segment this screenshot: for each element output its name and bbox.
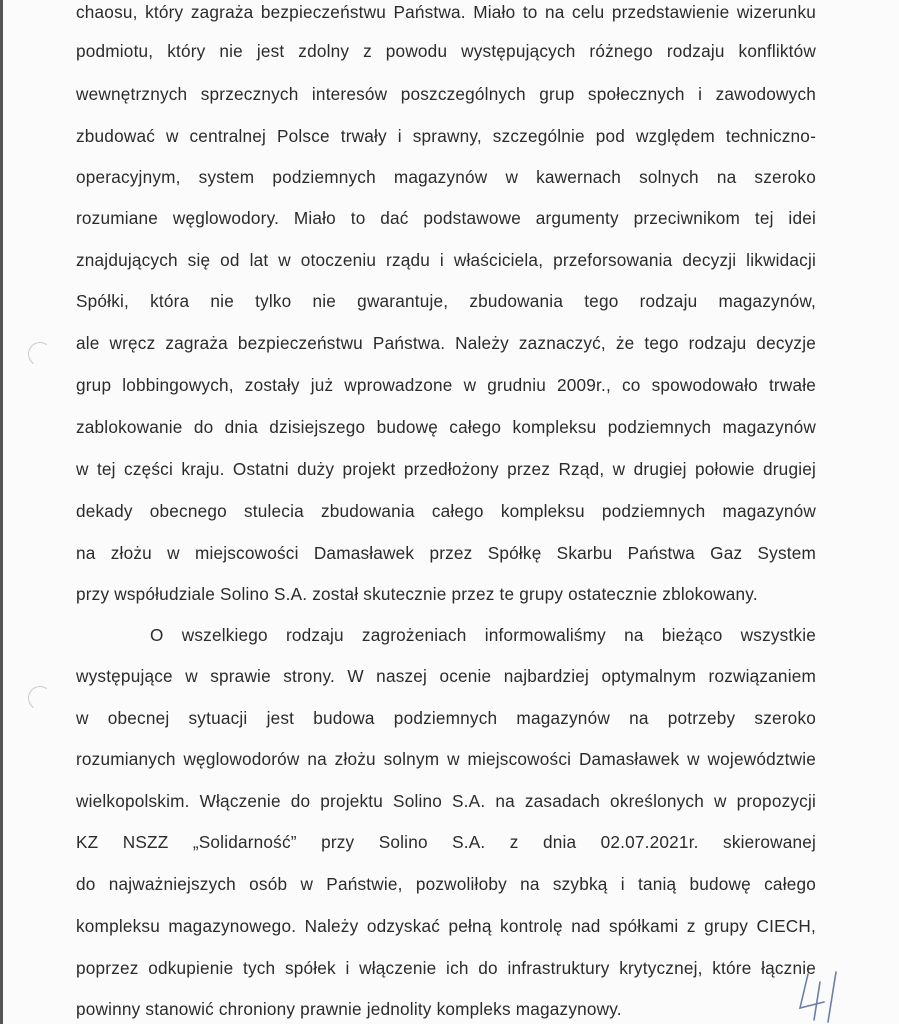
punch-hole-mark [26, 340, 54, 368]
text-line: kompleksu magazynowego. Należy odzyskać pełną kontrolę nad spółkami z grupy CIECH, [76, 916, 816, 936]
text-line: do najważniejszych osób w Państwie, pozwoliłoby na szybką i tanią budowę całego [76, 874, 816, 894]
text-line: zbudować w centralnej Polsce trwały i sprawny, szczególnie pod względem techniczno- [76, 126, 816, 146]
text-line: grup lobbingowych, zostały już wprowadzone w grudniu 2009r., co spowodowało trwałe [76, 375, 816, 395]
text-line: operacyjnym, system podziemnych magazynów w kawernach solnych na szeroko [76, 167, 816, 187]
text-line: chaosu, który zagraża bezpieczeństwu Państwa. Miało to na celu przedstawienie wizerunku [76, 2, 816, 22]
text-line: w tej części kraju. Ostatni duży projekt przedłożony przez Rząd, w drugiej połowie drugiej [76, 459, 816, 479]
text-line: rozumianych węglowodorów na złożu solnym w miejscowości Damasławek w województwie [76, 749, 816, 769]
text-line: KZ NSZZ „Solidarność” przy Solino S.A. z dnia 02.07.2021r. skierowanej [76, 832, 816, 852]
text-line: ale wręcz zagraża bezpieczeństwu Państwa. Należy zaznaczyć, że tego rodzaju decyzje [76, 333, 816, 353]
text-line: w obecnej sytuacji jest budowa podziemnych magazynów na potrzeby szeroko [76, 708, 816, 728]
text-line: podmiotu, który nie jest zdolny z powodu występujących różnego rodzaju konfliktów [76, 41, 816, 61]
text-line: rozumiane węglowodory. Miało to dać podstawowe argumenty przeciwnikom tej idei [76, 208, 816, 228]
handwritten-initial-mark [790, 968, 850, 1024]
text-line: poprzez odkupienie tych spółek i włączenie ich do infrastruktury krytycznej, które łącznie [76, 958, 816, 978]
text-line: dekady obecnego stulecia zbudowania całego kompleksu podziemnych magazynów [76, 501, 816, 521]
text-line: Spółki, która nie tylko nie gwarantuje, zbudowania tego rodzaju magazynów, [76, 291, 816, 311]
text-line: wewnętrznych sprzecznych interesów poszczególnych grup społecznych i zawodowych [76, 84, 816, 104]
text-line: występujące w sprawie strony. W naszej ocenie najbardziej optymalnym rozwiązaniem [76, 666, 816, 686]
text-line: znajdujących się od lat w otoczeniu rządu i właściciela, przeforsowania decyzji likwidacji [76, 250, 816, 270]
text-line: na złożu w miejscowości Damasławek przez Spółkę Skarbu Państwa Gaz System [76, 543, 816, 563]
text-line: zablokowanie do dnia dzisiejszego budowę całego kompleksu podziemnych magazynów [76, 417, 816, 437]
text-line: wielkopolskim. Włączenie do projektu Solino S.A. na zasadach określonych w propozycji [76, 791, 816, 811]
text-line: powinny stanowić chroniony prawnie jednolity kompleks magazynowy. [76, 999, 622, 1019]
scan-left-edge [0, 0, 3, 1024]
text-line: O wszelkiego rodzaju zagrożeniach informowaliśmy na bieżąco wszystkie [150, 625, 816, 645]
text-line: przy współudziale Solino S.A. został skutecznie przez te grupy ostatecznie zblokowany. [76, 584, 758, 604]
punch-hole-mark [26, 684, 54, 712]
